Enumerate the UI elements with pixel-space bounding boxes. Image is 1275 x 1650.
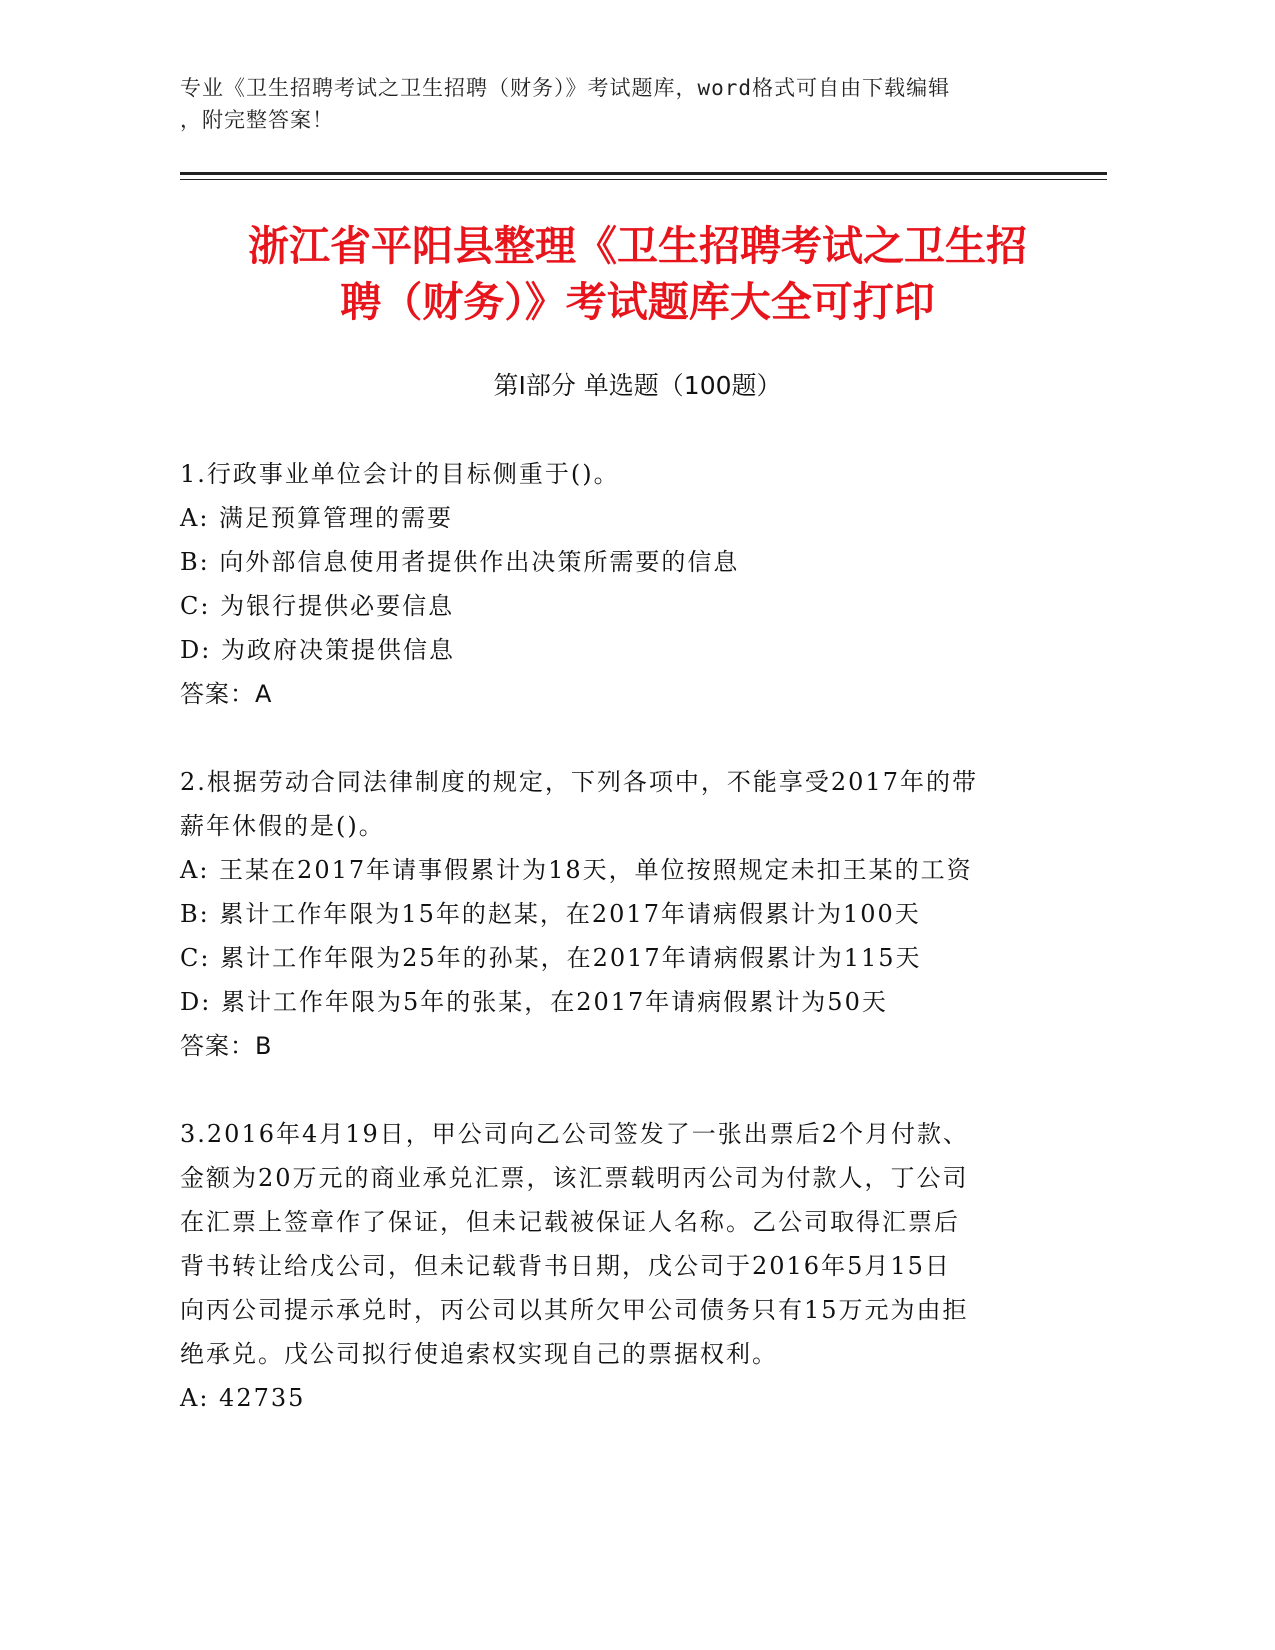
question-1 (180, 452, 1035, 716)
option-c: C: 为银行提供必要信息 (180, 592, 455, 620)
question-2 (180, 760, 1035, 1068)
header-divider-thin (180, 179, 1107, 180)
document-title (150, 218, 1125, 330)
option-a: A: 满足预算管理的需要 (180, 504, 454, 532)
question-stem-line: 金额为20万元的商业承兑汇票，该汇票载明丙公司为付款人，丁公司 (180, 1164, 969, 1192)
question-stem-line: 绝承兑。戊公司拟行使追索权实现自己的票据权利。 (180, 1340, 778, 1368)
option-a: A: 王某在2017年请事假累计为18天，单位按照规定未扣王某的工资 (180, 856, 973, 884)
header-note-line-1: 专业《卫生招聘考试之卫生招聘（财务）》考试题库，word格式可自由下载编辑 (180, 76, 951, 100)
question-stem-line: 在汇票上签章作了保证，但未记载被保证人名称。乙公司取得汇票后 (180, 1208, 960, 1236)
option-b: B: 累计工作年限为15年的赵某，在2017年请病假累计为100天 (180, 900, 921, 928)
option-d: D: 为政府决策提供信息 (180, 636, 455, 664)
header-note-line-2: ，附完整答案！ (180, 108, 334, 132)
question-stem-line: 背书转让给戊公司，但未记载背书日期，戊公司于2016年5月15日 (180, 1252, 951, 1280)
question-stem-line: 2.根据劳动合同法律制度的规定，下列各项中，不能享受2017年的带 (180, 768, 978, 796)
option-b: B: 向外部信息使用者提供作出决策所需要的信息 (180, 548, 740, 576)
option-a: A: 42735 (180, 1384, 306, 1412)
option-c: C: 累计工作年限为25年的孙某，在2017年请病假累计为115天 (180, 944, 922, 972)
section-title: 第Ⅰ部分 单选题（100题） (493, 371, 782, 400)
header-note (180, 72, 1060, 136)
document-title-line-2: 聘（财务）》考试题库大全可打印 (340, 278, 935, 326)
header-divider-thick (180, 172, 1107, 175)
document-title-line-1: 浙江省平阳县整理《卫生招聘考试之卫生招 (248, 222, 1027, 270)
question-stem-line: 薪年休假的是()。 (180, 812, 385, 840)
question-list (180, 452, 1035, 1464)
answer-label: 答案：A (180, 680, 273, 708)
question-stem-line: 向丙公司提示承兑时，丙公司以其所欠甲公司债务只有15万元为由拒 (180, 1296, 969, 1324)
question-3 (180, 1112, 1035, 1420)
question-stem-line: 1.行政事业单位会计的目标侧重于()。 (180, 460, 620, 488)
option-d: D: 累计工作年限为5年的张某，在2017年请病假累计为50天 (180, 988, 888, 1016)
answer-label: 答案：B (180, 1032, 273, 1060)
question-stem-line: 3.2016年4月19日，甲公司向乙公司签发了一张出票后2个月付款、 (180, 1120, 970, 1148)
